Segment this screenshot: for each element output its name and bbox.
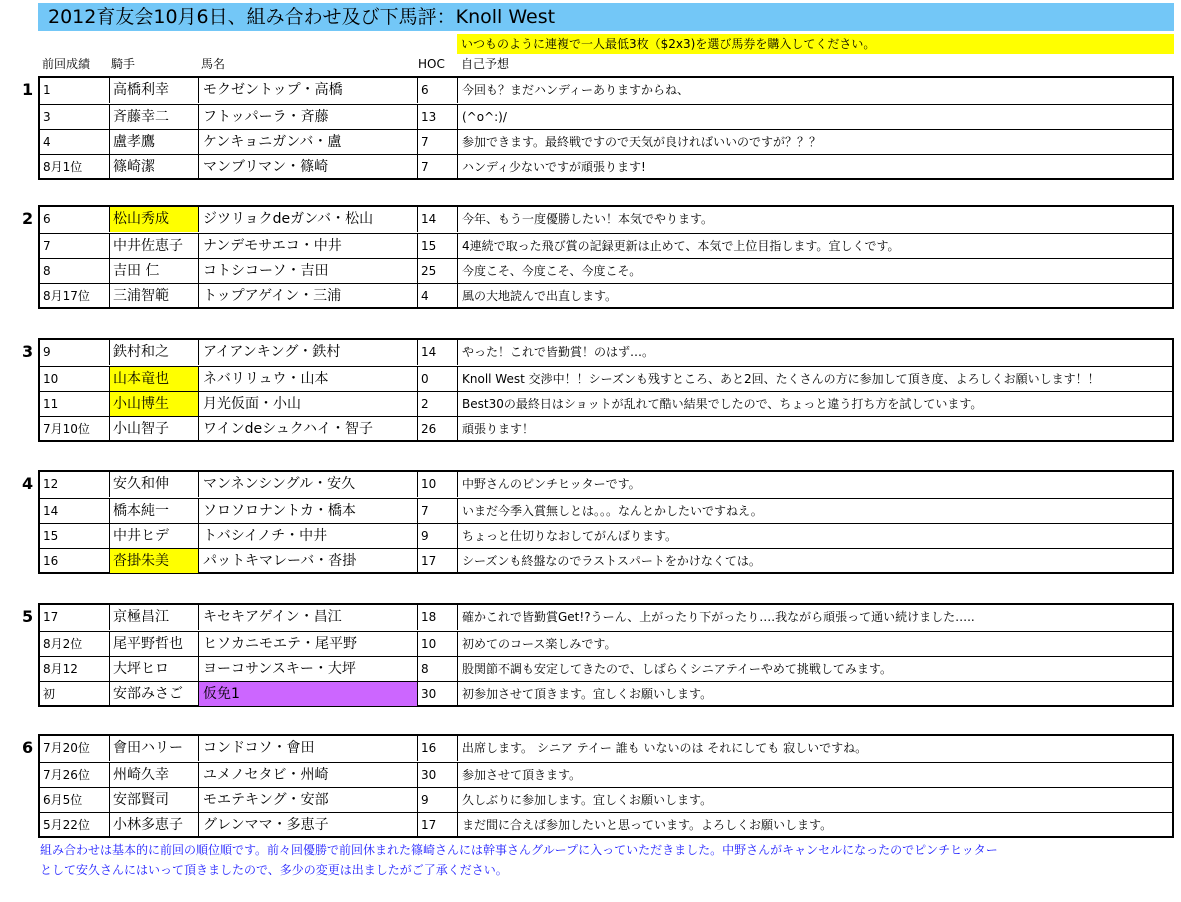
prediction-cell: 今度こそ、今度こそ、今度こそ。 — [457, 259, 1176, 283]
horse-cell: コンドコソ・會田 — [198, 736, 417, 761]
prediction-cell: Best30の最終日はショットが乱れて酷い結果でしたので、ちょっと違う打ち方を試しています。 — [457, 392, 1176, 416]
table-row — [40, 736, 1172, 761]
prediction-cell: 今回も？まだハンディーありますからね、 — [457, 78, 1176, 103]
horse-cell: アイアンキング・鉄村 — [198, 340, 417, 365]
table-row — [40, 605, 1172, 630]
hoc-cell: 9 — [417, 788, 457, 812]
pairing-group — [38, 470, 1174, 574]
hoc-cell: 6 — [417, 78, 457, 103]
table-row — [40, 548, 1172, 573]
hoc-cell: 15 — [417, 234, 457, 258]
prev-result-cell: 7月20位 — [43, 741, 90, 755]
table-row — [40, 416, 1172, 441]
hoc-cell: 14 — [417, 340, 457, 365]
prev-result-cell: 10 — [43, 372, 59, 386]
header-hoc: HOC — [418, 57, 445, 71]
prev-result-cell: 16 — [43, 554, 59, 568]
table-row — [40, 656, 1172, 681]
group-number: 1 — [22, 80, 34, 99]
prev-result-cell: 8月17位 — [43, 289, 90, 303]
prev-result-cell: 5月22位 — [43, 818, 90, 832]
jockey-cell: 中井ヒデ — [109, 524, 198, 548]
pairing-group — [38, 603, 1174, 707]
prediction-cell: (^o^:)/ — [457, 105, 1176, 129]
table-row — [40, 523, 1172, 548]
table-row — [40, 762, 1172, 787]
prediction-cell: 出席します。 シニア テイー 誰も いないのは それにしても 寂しいですね。 — [457, 736, 1176, 761]
horse-cell: ユメノセタビ・州崎 — [198, 763, 417, 787]
hoc-cell: 18 — [417, 605, 457, 630]
footer-line-1: 組み合わせは基本的に前回の順位順です。前々回優勝で前回休まれた篠崎さんには幹事さんグループに入っていただきました。中野さんがキャンセルになったのでピンチヒッター — [40, 843, 998, 857]
prev-result-cell: 8月2位 — [43, 637, 83, 651]
hoc-cell: 30 — [417, 763, 457, 787]
horse-cell: ジツリョクdeガンバ・松山 — [198, 207, 417, 232]
table-row — [40, 472, 1172, 497]
jockey-cell: 安久和伸 — [109, 472, 198, 497]
prediction-cell: 初めてのコース楽しみです。 — [457, 632, 1176, 656]
hoc-cell: 8 — [417, 657, 457, 681]
prediction-cell: 頑張ります！ — [457, 417, 1176, 441]
hoc-cell: 7 — [417, 499, 457, 523]
header-prev-result: 前回成績 — [42, 57, 91, 71]
hoc-cell: 13 — [417, 105, 457, 129]
prediction-cell: 参加できます。最終戦ですので天気が良ければいいのですが？？？ — [457, 130, 1176, 154]
horse-cell: トップアゲイン・三浦 — [198, 284, 417, 308]
horse-cell: ワインdeシュクハイ・智子 — [198, 417, 417, 441]
prev-result-cell: 8 — [43, 264, 51, 278]
prediction-cell: 今年、もう一度優勝したい！本気でやります。 — [457, 207, 1176, 232]
table-row — [40, 812, 1172, 837]
jockey-cell: 高橋利幸 — [109, 78, 198, 103]
prediction-cell: まだ間に合えば参加したいと思っています。よろしくお願いします。 — [457, 813, 1176, 837]
jockey-cell: 山本竜也 — [109, 367, 198, 391]
jockey-cell: 州崎久幸 — [109, 763, 198, 787]
prediction-cell: 初参加させて頂きます。宜しくお願いします。 — [457, 682, 1176, 706]
jockey-cell: 小山博生 — [109, 392, 198, 416]
group-number: 6 — [22, 738, 34, 757]
jockey-cell: 三浦智範 — [109, 284, 198, 308]
prev-result-cell: 7 — [43, 239, 51, 253]
jockey-cell: 小林多恵子 — [109, 813, 198, 837]
prev-result-cell: 7月26位 — [43, 768, 90, 782]
prediction-cell: Knoll West 交渉中！！シーズンも残すところ、あと2回、たくさんの方に参加して頂き度、よろしくお願いします！！ — [457, 367, 1176, 391]
horse-cell: ヨーコサンスキー・大坪 — [198, 657, 417, 681]
header-horse: 馬名 — [201, 57, 226, 71]
jockey-cell: 橋本純一 — [109, 499, 198, 523]
table-row — [40, 631, 1172, 656]
table-row — [40, 340, 1172, 365]
table-row — [40, 207, 1172, 232]
group-number: 4 — [22, 474, 34, 493]
table-row — [40, 366, 1172, 391]
prediction-cell: ハンディ少ないですが頑張ります! — [457, 155, 1176, 179]
table-row — [40, 498, 1172, 523]
pairing-group — [38, 734, 1174, 838]
horse-cell: パットキマレーバ・沓掛 — [198, 549, 417, 573]
table-row — [40, 233, 1172, 258]
hoc-cell: 7 — [417, 130, 457, 154]
prev-result-cell: 初 — [43, 687, 56, 701]
hoc-cell: 30 — [417, 682, 457, 706]
prediction-cell: シーズンも終盤なのでラストスパートをかけなくては。 — [457, 549, 1176, 573]
table-row — [40, 283, 1172, 308]
table-row — [40, 104, 1172, 129]
horse-cell: キセキアゲイン・昌江 — [198, 605, 417, 630]
pairing-group — [38, 205, 1174, 309]
jockey-cell: 吉田 仁 — [109, 259, 198, 283]
hoc-cell: 9 — [417, 524, 457, 548]
horse-cell: フトッパーラ・斉藤 — [198, 105, 417, 129]
horse-cell: ナンデモサエコ・中井 — [198, 234, 417, 258]
jockey-cell: 京極昌江 — [109, 605, 198, 630]
jockey-cell: 松山秀成 — [109, 207, 198, 232]
horse-cell: トバシイノチ・中井 — [198, 524, 417, 548]
prediction-cell: 中野さんのピンチヒッターです。 — [457, 472, 1176, 497]
header-prediction: 自己予想 — [461, 57, 510, 71]
horse-cell: マンブリマン・篠崎 — [198, 155, 417, 179]
horse-cell: ケンキョニガンバ・盧 — [198, 130, 417, 154]
hoc-cell: 17 — [417, 549, 457, 573]
prediction-cell: ちょっと仕切りなおしてがんばります。 — [457, 524, 1176, 548]
prev-result-cell: 8月12 — [43, 662, 78, 676]
group-number: 2 — [22, 209, 34, 228]
hoc-cell: 10 — [417, 632, 457, 656]
hoc-cell: 7 — [417, 155, 457, 179]
horse-cell: 月光仮面・小山 — [198, 392, 417, 416]
prediction-cell: いまだ今季入賞無しとは。。。なんとかしたいですねえ。 — [457, 499, 1176, 523]
horse-cell: マンネンシングル・安久 — [198, 472, 417, 497]
table-row — [40, 129, 1172, 154]
prev-result-cell: 6 — [43, 212, 51, 226]
hoc-cell: 14 — [417, 207, 457, 232]
horse-cell: ヒソカニモエテ・尾平野 — [198, 632, 417, 656]
prev-result-cell: 12 — [43, 477, 59, 491]
table-row — [40, 154, 1172, 179]
prediction-cell: 4連続で取った飛び賞の記録更新は止めて、本気で上位目指します。宜しくです。 — [457, 234, 1176, 258]
horse-cell: グレンママ・多恵子 — [198, 813, 417, 837]
jockey-cell: 會田ハリー — [109, 736, 198, 761]
hoc-cell: 2 — [417, 392, 457, 416]
horse-cell: ネバリリュウ・山本 — [198, 367, 417, 391]
horse-cell: モエテキング・安部 — [198, 788, 417, 812]
horse-cell: コトシコーソ・吉田 — [198, 259, 417, 283]
horse-cell: モクゼントップ・高橋 — [198, 78, 417, 103]
header-jockey: 騎手 — [111, 57, 136, 71]
prev-result-cell: 7月10位 — [43, 422, 90, 436]
horse-cell: 仮免1 — [198, 682, 417, 706]
footer-note — [40, 840, 1175, 880]
prev-result-cell: 11 — [43, 397, 59, 411]
hoc-cell: 0 — [417, 367, 457, 391]
hoc-cell: 16 — [417, 736, 457, 761]
footer-line-2: として安久さんにはいって頂きましたので、多少の変更は出ましたがご了承ください。 — [40, 863, 508, 877]
prev-result-cell: 14 — [43, 504, 59, 518]
jockey-cell: 尾平野哲也 — [109, 632, 198, 656]
jockey-cell: 安部みさご — [109, 682, 198, 706]
horse-cell: ソロソロナントカ・橋本 — [198, 499, 417, 523]
jockey-cell: 安部賢司 — [109, 788, 198, 812]
prev-result-cell: 15 — [43, 529, 59, 543]
prediction-cell: 久しぶりに参加します。宜しくお願いします。 — [457, 788, 1176, 812]
prev-result-cell: 4 — [43, 135, 51, 149]
prev-result-cell: 9 — [43, 345, 51, 359]
pairing-group — [38, 338, 1174, 442]
group-number: 3 — [22, 342, 34, 361]
prediction-cell: 確かこれで皆勤賞Get!?うーん、上がったり下がったり….我ながら頑張って通い続けました….. — [457, 605, 1176, 630]
jockey-cell: 盧孝鷹 — [109, 130, 198, 154]
jockey-cell: 中井佐恵子 — [109, 234, 198, 258]
group-number: 5 — [22, 607, 34, 626]
jockey-cell: 沓掛朱美 — [109, 549, 198, 573]
prediction-cell: 風の大地読んで出直します。 — [457, 284, 1176, 308]
hoc-cell: 26 — [417, 417, 457, 441]
hoc-cell: 25 — [417, 259, 457, 283]
prediction-cell: やった！これで皆勤賞！のはず…。 — [457, 340, 1176, 365]
jockey-cell: 斉藤幸二 — [109, 105, 198, 129]
table-row — [40, 681, 1172, 706]
table-row — [40, 391, 1172, 416]
jockey-cell: 鉄村和之 — [109, 340, 198, 365]
prev-result-cell: 6月5位 — [43, 793, 83, 807]
table-row — [40, 787, 1172, 812]
table-row — [40, 78, 1172, 103]
betting-notice: いつものように連複で一人最低3枚（$2x3)を選び馬券を購入してください。 — [457, 34, 1174, 54]
prev-result-cell: 1 — [43, 83, 51, 97]
hoc-cell: 4 — [417, 284, 457, 308]
table-row — [40, 258, 1172, 283]
jockey-cell: 篠崎潔 — [109, 155, 198, 179]
prediction-cell: 参加させて頂きます。 — [457, 763, 1176, 787]
hoc-cell: 10 — [417, 472, 457, 497]
prev-result-cell: 17 — [43, 610, 59, 624]
pairing-group — [38, 76, 1174, 180]
prediction-cell: 股関節不調も安定してきたので、しばらくシニアテイーやめて挑戦してみます。 — [457, 657, 1176, 681]
jockey-cell: 大坪ヒロ — [109, 657, 198, 681]
hoc-cell: 17 — [417, 813, 457, 837]
prev-result-cell: 8月1位 — [43, 160, 83, 174]
prev-result-cell: 3 — [43, 110, 51, 124]
page-title: 2012育友会10月6日、組み合わせ及び下馬評：Knoll West — [38, 3, 1174, 31]
jockey-cell: 小山智子 — [109, 417, 198, 441]
